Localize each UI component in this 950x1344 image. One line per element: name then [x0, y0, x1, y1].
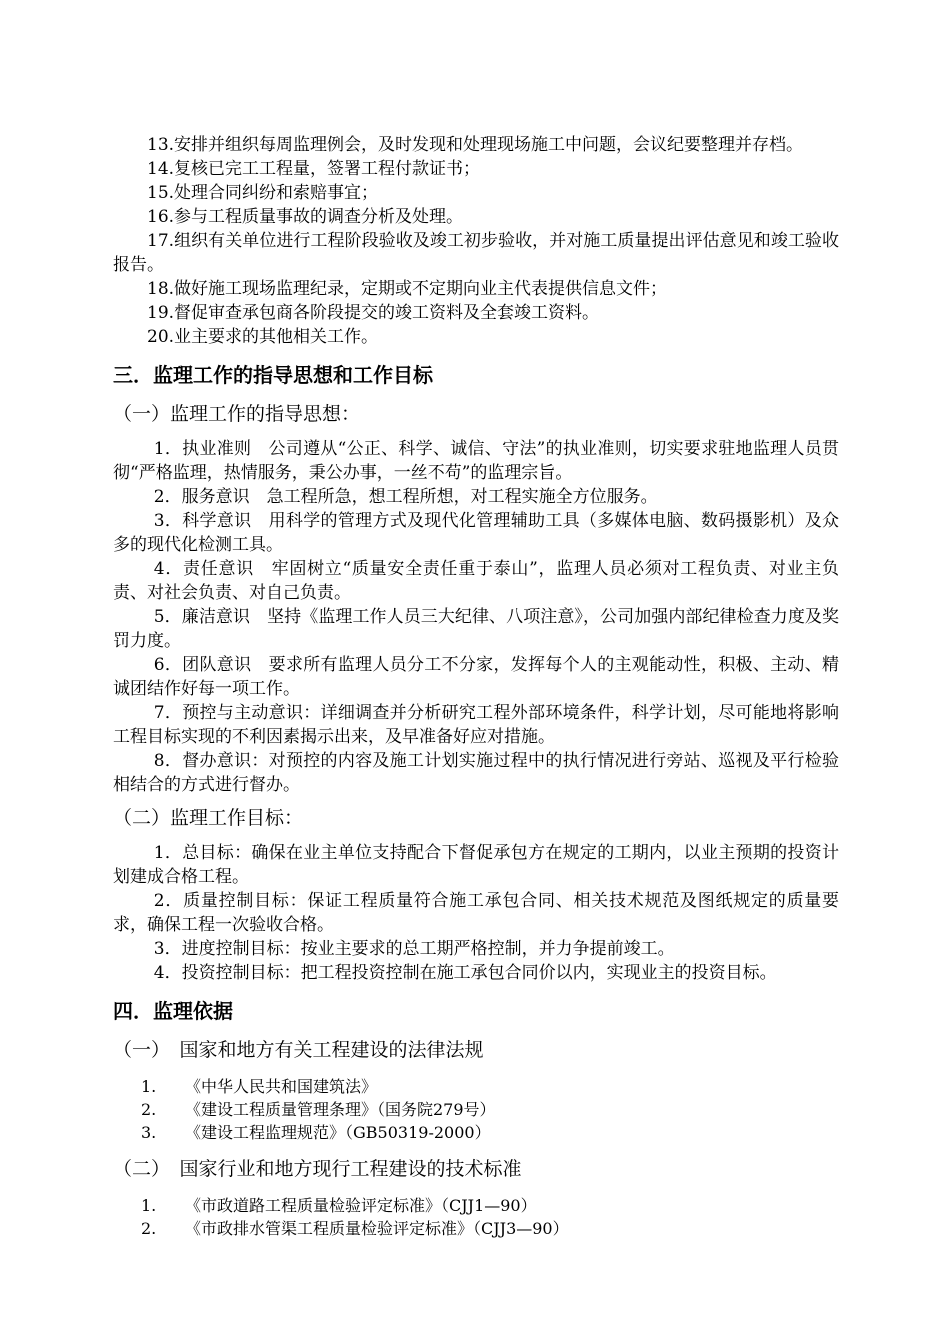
- law-title: 《中华人民共和国建筑法》: [185, 1077, 378, 1096]
- laws-list: [113, 1075, 839, 1144]
- duty-item: 18.做好施工现场监理纪录，定期或不定期向业主代表提供信息文件；: [147, 279, 668, 299]
- standards-list: [113, 1194, 839, 1240]
- goal-item: 2．质量控制目标：保证工程质量符合施工承包合同、相关技术规范及图纸规定的质量要求，确保工程一次验收合格。: [113, 891, 839, 935]
- duty-item: 17.组织有关单位进行工程阶段验收及竣工初步验收，并对施工质量提出评估意见和竣工验收报告。: [113, 231, 839, 275]
- law-number: 3.: [141, 1123, 157, 1142]
- section-3-sub2-heading: （二）监理工作目标：: [113, 807, 304, 829]
- duty-item: 15.处理合同纠纷和索赔事宜；: [147, 183, 379, 203]
- law-item: [141, 1075, 839, 1098]
- work-goals-list: [113, 841, 839, 985]
- duty-item: 14.复核已完工工程量，签署工程付款证书；: [147, 159, 481, 179]
- standard-number: 1.: [141, 1196, 157, 1215]
- principle-item: 1．执业准则 公司遵从“公正、科学、诚信、守法”的执业准则，切实要求驻地监理人员贯彻“严格监理，热情服务，秉公办事，一丝不苟”的监理宗旨。: [113, 439, 839, 483]
- section-4-sub2-heading: （二） 国家行业和地方现行工程建设的技术标准: [113, 1158, 522, 1180]
- principle-item: 3．科学意识 用科学的管理方式及现代化管理辅助工具（多媒体电脑、数码摄影机）及众多的现代化检测工具。: [113, 511, 839, 555]
- guiding-principles-list: [113, 437, 839, 797]
- law-item: [141, 1121, 839, 1144]
- document-page: [113, 133, 839, 1240]
- standard-item: [141, 1194, 839, 1217]
- principle-item: 2．服务意识 急工程所急，想工程所想，对工程实施全方位服务。: [153, 487, 658, 507]
- principle-item: 8．督办意识：对预控的内容及施工计划实施过程中的执行情况进行旁站、巡视及平行检验相结合的方式进行督办。: [113, 751, 839, 795]
- law-number: 2.: [141, 1100, 157, 1119]
- duty-item: 19.督促审查承包商各阶段提交的竣工资料及全套竣工资料。: [147, 303, 600, 323]
- principle-item: 4．责任意识 牢固树立“质量安全责任重于泰山”，监理人员必须对工程负责、对业主负责、对社会负责、对自己负责。: [113, 559, 839, 603]
- principle-item: 6．团队意识 要求所有监理人员分工不分家，发挥每个人的主观能动性，积极、主动、精诚团结作好每一项工作。: [113, 655, 839, 699]
- standard-title: 《市政排水管渠工程质量检验评定标准》（CJJ3—90）: [185, 1219, 569, 1238]
- law-number: 1.: [141, 1077, 157, 1096]
- standard-title: 《市政道路工程质量检验评定标准》（CJJ1—90）: [185, 1196, 537, 1215]
- law-title: 《建设工程质量管理条理》（国务院279号）: [185, 1100, 496, 1119]
- section-3-heading: 三．监理工作的指导思想和工作目标: [113, 363, 433, 387]
- law-title: 《建设工程监理规范》（GB50319-2000）: [185, 1123, 491, 1142]
- principle-item: 7．预控与主动意识：详细调查并分析研究工程外部环境条件，科学计划，尽可能地将影响工程目标实现的不利因素揭示出来，及早准备好应对措施。: [113, 703, 839, 747]
- goal-item: 4．投资控制目标：把工程投资控制在施工承包合同价以内，实现业主的投资目标。: [153, 963, 777, 983]
- duty-item: 20.业主要求的其他相关工作。: [147, 327, 379, 347]
- section-3-sub1-heading: （一）监理工作的指导思想：: [113, 403, 361, 425]
- duties-list: [113, 133, 839, 349]
- duty-item: 13.安排并组织每周监理例会，及时发现和处理现场施工中问题，会议纪要整理并存档。: [147, 135, 804, 155]
- principle-item: 5．廉洁意识 坚持《监理工作人员三大纪律、八项注意》，公司加强内部纪律检查力度及奖罚力度。: [113, 607, 839, 651]
- section-4-sub1-heading: （一） 国家和地方有关工程建设的法律法规: [113, 1039, 484, 1061]
- standard-number: 2.: [141, 1219, 157, 1238]
- goal-item: 1．总目标：确保在业主单位支持配合下督促承包方在规定的工期内，以业主预期的投资计划建成合格工程。: [113, 843, 839, 887]
- duty-item: 16.参与工程质量事故的调查分析及处理。: [147, 207, 464, 227]
- law-item: [141, 1098, 839, 1121]
- goal-item: 3．进度控制目标：按业主要求的总工期严格控制，并力争提前竣工。: [153, 939, 675, 959]
- section-4-heading: 四．监理依据: [113, 999, 233, 1023]
- standard-item: [141, 1217, 839, 1240]
